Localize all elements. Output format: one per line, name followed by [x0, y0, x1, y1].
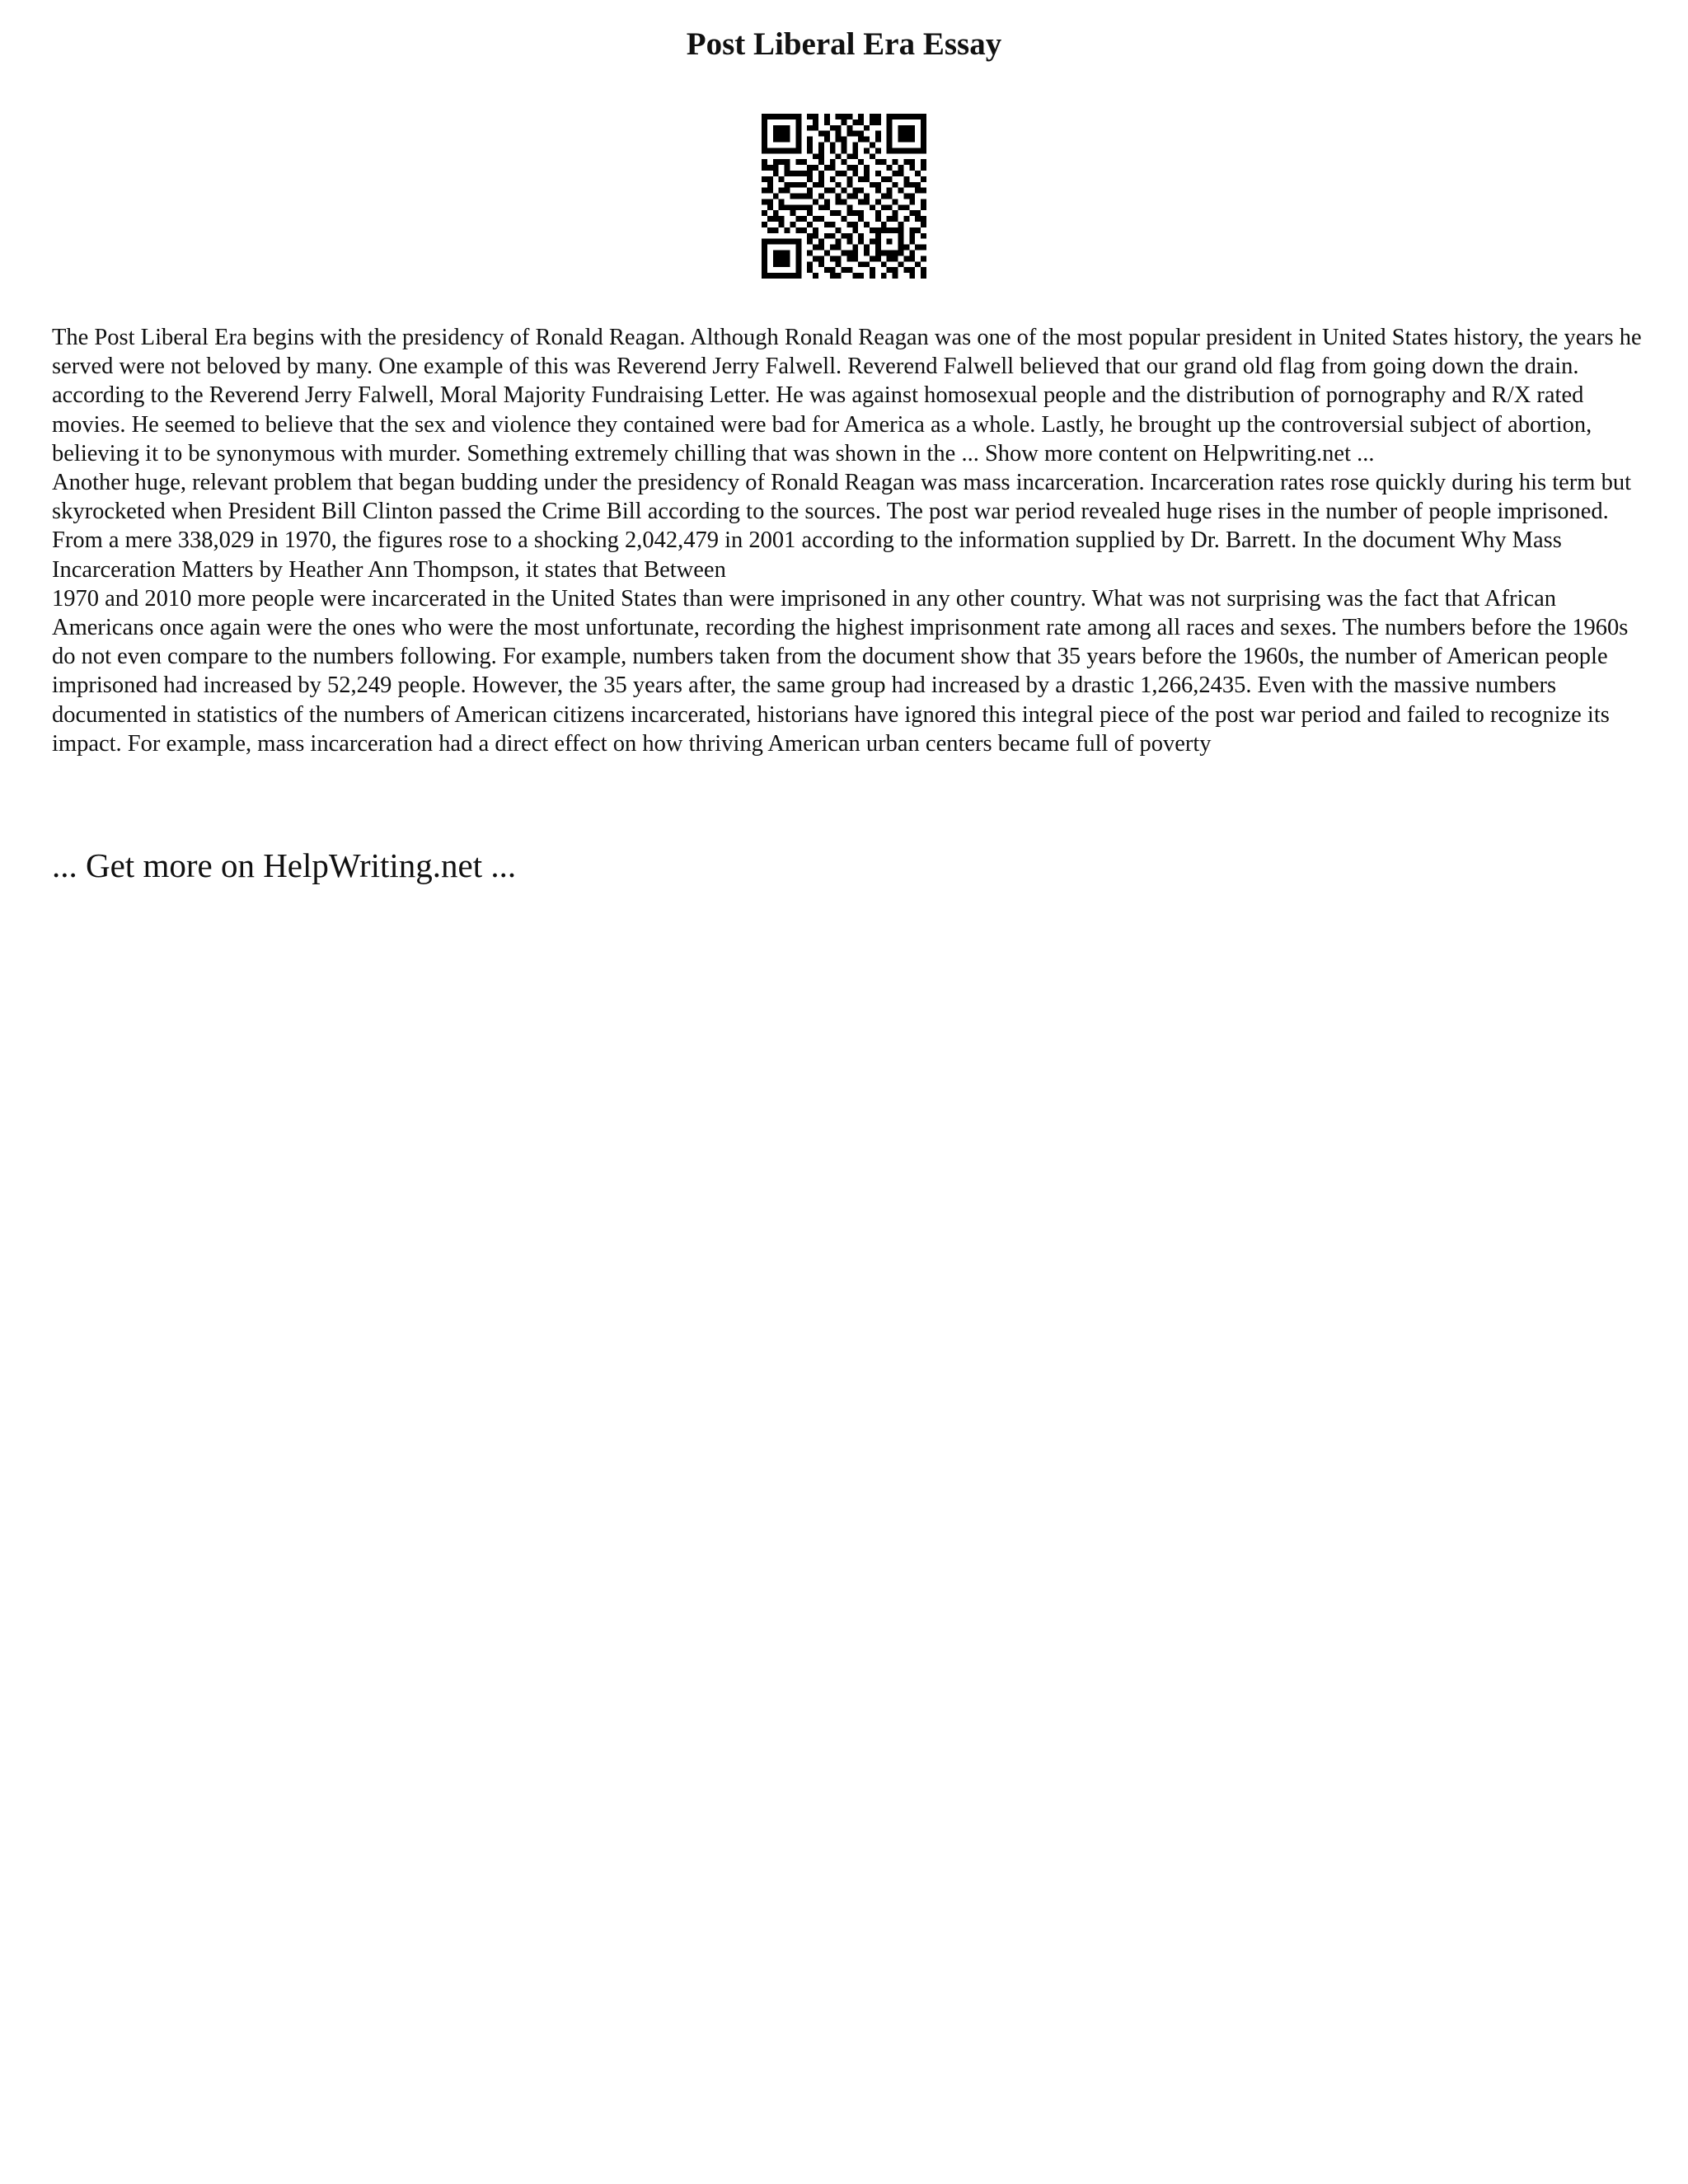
essay-paragraph-1: The Post Liberal Era begins with the presidency of Ronald Reagan. Although Ronald Reagan was one of the most popular president in United States history, the years he served were not beloved by many. One example of this was Reverend Jerry Falwell. Reverend Falwell believed that our grand old flag from going down the drain. according to the Reverend Jerry Falwell, Moral Majority Fundraising Letter. He was against homosexual people and the distribution of pornography and R/X rated movies. He seemed to believe that the sex and violence they contained were bad for America as a whole. Lastly, he brought up the controversial subject of abortion, believing it to be synonymous with murder. Something extremely chilling that was shown in the ... Show more content on Helpwriting.net ... [52, 325, 1642, 466]
get-more-link[interactable]: ... Get more on HelpWriting.net ... [52, 846, 517, 884]
essay-paragraph-3: 1970 and 2010 more people were incarcerated in the United States than were imprisoned in any other country. What was not surprising was the fact that African Americans once again were the ones who were the most unfortunate, recording the highest imprisonment rate among all races and sexes. The numbers before the 1960s do not even compare to the numbers following. For example, numbers taken from the document show that 35 years before the 1960s, the number of American people imprisoned had increased by 52,249 people. However, the 35 years after, the same group had increased by a drastic 1,266,2435. Even with the massive numbers documented in statistics of the numbers of American citizens incarcerated, historians have ignored this integral piece of the post war period and failed to recognize its impact. For example, mass incarceration had a direct effect on how thriving American urban centers became full of poverty [52, 585, 1629, 757]
page-title: Post Liberal Era Essay [686, 26, 1002, 62]
essay-body [52, 323, 1643, 758]
essay-paragraph-2: Another huge, relevant problem that began budding under the presidency of Ronald Reagan was mass incarceration. Incarceration rates rose quickly during his term but skyrocketed when President Bill Clinton passed the Crime Bill according to the sources. The post war period revealed huge rises in the number of people imprisoned. From a mere 338,029 in 1970, the figures rose to a shocking 2,042,479 in 2001 according to the information supplied by Dr. Barrett. In the document Why Mass Incarceration Matters by Heather Ann Thompson, it states that Between [52, 470, 1631, 583]
qr-code-icon [762, 114, 926, 279]
qr-code [762, 114, 926, 279]
